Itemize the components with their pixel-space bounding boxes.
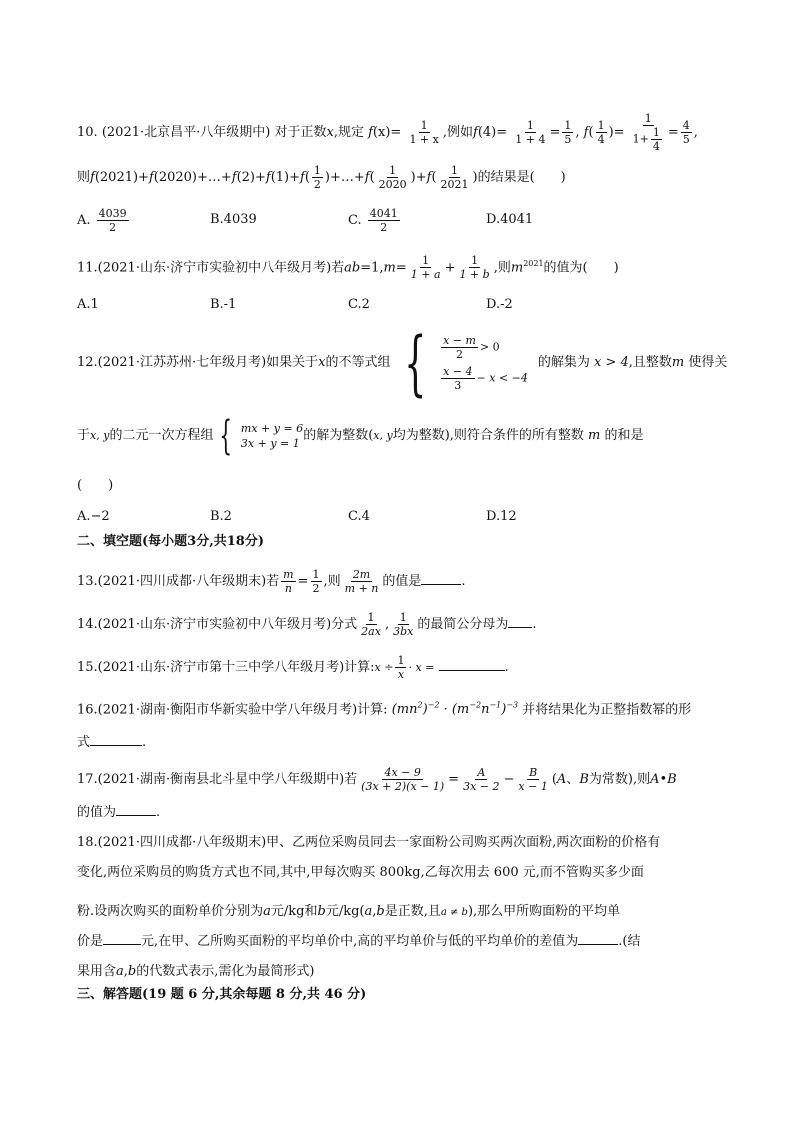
- q16-text: 式: [77, 735, 91, 750]
- q18-line2: 变化,两位采购员的购货方式也不同,其中,甲每次购买 800kg,乙每次用去 600 元,而不管购买多少面: [77, 865, 644, 880]
- denominator: 2: [313, 178, 321, 191]
- exponent: 2021: [523, 259, 544, 268]
- fraction: [409, 254, 443, 281]
- numerator: 4039: [98, 207, 127, 220]
- fraction: [596, 119, 607, 146]
- fraction: [681, 119, 692, 146]
- var-b: b: [317, 904, 326, 919]
- numerator: 1: [397, 654, 405, 667]
- q12-text: 于: [77, 428, 91, 443]
- q10-text: (2021)+: [94, 170, 149, 185]
- denominator: 4: [597, 133, 605, 146]
- var-m: m: [671, 355, 685, 370]
- q11-option-b: B.-1: [210, 297, 237, 312]
- q18-line4: [77, 932, 641, 952]
- q12-line1: [77, 322, 728, 404]
- q14-text: 的最简公分母为: [417, 617, 509, 632]
- denominator: 2: [456, 348, 463, 361]
- q18-text: 粉.设两次购买的面粉单价分别为: [77, 904, 264, 919]
- paren: (: [369, 170, 375, 185]
- comma: ,: [693, 125, 698, 140]
- q12-text: 12.(2021·江苏苏州·七年级月考)如果关于: [77, 355, 319, 370]
- fraction: [395, 654, 406, 681]
- q11-text: ,则: [493, 260, 511, 276]
- period: .: [142, 735, 147, 750]
- comma: ,: [384, 617, 390, 632]
- inequality: a ≠ b: [440, 907, 468, 918]
- numerator: m: [283, 568, 294, 581]
- paren: )=: [608, 125, 625, 140]
- func-f: f: [148, 170, 154, 185]
- q12-text: ,且整数: [628, 355, 672, 370]
- func-f: f: [473, 125, 478, 140]
- brace: {: [403, 322, 426, 404]
- minus: −: [503, 772, 515, 787]
- q10-text: (x)=: [372, 125, 402, 140]
- q18-text: ),那么甲所购面粉的平均单: [467, 904, 621, 919]
- numerator: x − m: [443, 334, 476, 347]
- q18-text: .(结: [618, 934, 641, 949]
- fraction: [441, 334, 478, 361]
- equation-system: [213, 413, 304, 459]
- fraction: [513, 119, 547, 146]
- numerator: 1: [312, 568, 320, 581]
- brace: {: [219, 413, 233, 459]
- inequality-1: [439, 334, 528, 361]
- comma: ,: [372, 904, 377, 919]
- q15-text: 15.(2021·山东·济宁市第十三中学八年级月考)计算:: [77, 660, 375, 675]
- var-b: b: [376, 904, 385, 919]
- var-xy: x, y: [90, 429, 110, 442]
- equals: =: [297, 574, 309, 589]
- q18-text: 的代数式表示,需化为最简形式): [136, 964, 315, 979]
- q11-text: =1,: [360, 260, 384, 276]
- expression: x ÷: [374, 661, 394, 674]
- q17-text: 17.(2021·湖南·衡南县北斗星中学八年级期中)若: [77, 772, 358, 787]
- q11-text: 11.(2021·山东·济宁市实验初中八年级月考)若: [77, 260, 345, 276]
- func-f: f: [426, 170, 432, 185]
- q10-source: (2021·北京昌平·八年级期中): [101, 125, 271, 140]
- inequality-2: [439, 365, 528, 392]
- var-m: m: [510, 260, 524, 276]
- dot: ·: [443, 702, 448, 718]
- paren: (: [431, 170, 437, 185]
- paren: (: [304, 170, 310, 185]
- exponent: 2: [417, 701, 423, 710]
- q10-text: 对于正数: [274, 125, 327, 140]
- denominator: x: [397, 668, 405, 681]
- numerator: 1: [420, 119, 428, 132]
- q10-text: )+: [410, 170, 427, 185]
- q17-text: 、: [566, 772, 580, 787]
- q12-text: 的不等式组: [325, 355, 391, 370]
- q17-text: 的值为: [77, 805, 117, 820]
- q12-option-d: D.12: [486, 509, 517, 524]
- denominator: 2: [380, 221, 388, 234]
- denominator: (3x + 2)(x − 1): [361, 780, 445, 793]
- denominator: 1 + a: [410, 268, 441, 282]
- period: .: [504, 660, 509, 675]
- q10-text: (2020)+…+: [153, 170, 232, 185]
- denominator: 2020: [378, 178, 407, 191]
- q12-line2: [77, 413, 644, 459]
- answer-blank[interactable]: [578, 932, 618, 945]
- expr-part: ): [501, 702, 507, 718]
- answer-blank[interactable]: [90, 733, 142, 746]
- fraction: [359, 611, 383, 638]
- fraction: [461, 766, 501, 793]
- q13-line: [77, 568, 466, 595]
- q10-text: )+…+: [324, 170, 365, 185]
- func-f: f: [368, 125, 373, 140]
- func-f: f: [90, 170, 95, 185]
- comma: ,: [123, 964, 128, 979]
- q12-option-c: C.4: [348, 509, 370, 524]
- numerator: B: [529, 766, 538, 779]
- var-a: a: [263, 904, 271, 919]
- q11-option-d: D.-2: [486, 297, 513, 312]
- system-rows: [241, 421, 303, 451]
- equals: =: [395, 260, 407, 276]
- q18-text: 元,在甲、乙所购买面粉的平均单价中,高的平均单价与低的平均单价的差值为: [141, 934, 579, 949]
- numerator: 4: [682, 119, 690, 132]
- denominator: 1 + 4: [515, 133, 546, 146]
- denominator: 2021: [440, 178, 469, 191]
- expression: [392, 702, 518, 717]
- numerator: 1: [526, 119, 534, 132]
- q18-text: 是正数,且: [384, 904, 441, 919]
- q17-line2: [77, 803, 160, 823]
- var-xy: x, y: [373, 429, 393, 442]
- exponent: −1: [489, 701, 502, 710]
- q11-text: 的值为( ): [543, 260, 619, 276]
- denominator: 3x − 2: [463, 780, 500, 793]
- denominator: 1 + x: [409, 133, 439, 146]
- q10-option-b: B.4039: [210, 212, 257, 227]
- func-f: f: [364, 170, 370, 185]
- q12-text: 使得关: [688, 355, 728, 370]
- answer-blank[interactable]: [116, 803, 156, 816]
- denominator: 3: [454, 379, 462, 392]
- equation-1: mx + y = 6: [240, 422, 304, 435]
- option-label: C.: [348, 213, 362, 228]
- paren: (: [588, 125, 594, 140]
- var-a: A: [556, 772, 567, 787]
- fraction: [359, 766, 446, 793]
- numerator: 1: [367, 611, 375, 624]
- q15-line: [77, 654, 509, 681]
- var-m: m: [383, 260, 396, 276]
- equals: =: [549, 125, 561, 140]
- q12-text: 均为整数),则符合条件的所有整数: [392, 428, 584, 443]
- expression: · x =: [408, 661, 435, 674]
- q10-line2: [77, 164, 566, 191]
- relation: > 0: [479, 340, 500, 354]
- q11-option-c: C.2: [348, 297, 370, 312]
- fraction: [368, 207, 400, 234]
- q12-text: 的二元一次方程组: [109, 428, 214, 443]
- section-answer-title: 三、解答题(19 题 6 分,其余每题 8 分,共 46 分): [77, 987, 367, 1002]
- q16-line2: [77, 733, 146, 753]
- q11-option-a: A.1: [77, 297, 99, 312]
- q18-text: 价是: [77, 934, 104, 949]
- q16-line1: [77, 696, 691, 720]
- q12-line3: ( ): [77, 478, 114, 493]
- fraction: [391, 611, 415, 638]
- func-f: f: [265, 170, 271, 185]
- exponent: −3: [506, 701, 519, 710]
- numerator: 1: [422, 254, 430, 268]
- denominator: 2: [109, 221, 117, 234]
- q14-text: 14.(2021·山东·济宁市实验初中八年级月考)分式: [77, 617, 358, 632]
- denominator: m + n: [344, 582, 379, 595]
- section-fill-in-title: 二、填空题(每小题3分,共18分): [77, 534, 264, 549]
- q13-text: ,则: [323, 574, 341, 589]
- exponent: −2: [427, 701, 440, 710]
- q12-text: 的解集为: [537, 355, 590, 370]
- var-x: x: [318, 355, 326, 370]
- denominator: 5: [682, 133, 690, 146]
- fraction: [651, 126, 662, 153]
- q16-text: 16.(2021·湖南·衡阳市华新实验中学八年级月考)计算:: [77, 702, 388, 718]
- q18-text: 果用含: [77, 964, 117, 979]
- exponent: −2: [469, 701, 482, 710]
- fraction: [441, 365, 474, 392]
- q18-line3: [77, 902, 620, 923]
- q12-text: 的和是: [604, 428, 644, 443]
- denominator: 2: [312, 582, 320, 595]
- q10-text: )的结果是( ): [472, 170, 566, 185]
- q16-text: 并将结果化为正整指数幂的形: [522, 702, 692, 718]
- numerator: 1: [389, 164, 397, 177]
- q10-option-d: D.4041: [486, 212, 534, 227]
- numerator: 2m: [352, 568, 371, 581]
- equals: =: [448, 772, 460, 787]
- q10-text: ,例如: [442, 125, 473, 140]
- fraction: [631, 112, 666, 153]
- var-b: b: [127, 964, 137, 979]
- numerator: 1: [471, 254, 479, 268]
- q18-text: 元/kg(: [325, 904, 365, 919]
- q10-text: (4)=: [477, 125, 508, 140]
- expr-part: ): [422, 702, 428, 718]
- numerator: x − 4: [443, 365, 473, 378]
- q10-text: (1)+: [270, 170, 301, 185]
- denominator: 4: [652, 140, 660, 153]
- var-a: a: [116, 964, 124, 979]
- numerator: 4041: [369, 207, 398, 220]
- equation-2: 3x + y = 1: [240, 437, 300, 450]
- numerator: 1: [644, 112, 652, 125]
- var-m: m: [588, 428, 601, 443]
- q10-number: 10.: [77, 125, 98, 140]
- var-x: x: [326, 125, 334, 140]
- q10-text: ,规定: [333, 125, 364, 140]
- answer-blank[interactable]: [103, 932, 141, 945]
- numerator: 4x − 9: [384, 766, 421, 779]
- func-f: f: [300, 170, 305, 185]
- period: .: [461, 574, 466, 589]
- system-rows: [439, 334, 528, 392]
- q13-text: 13.(2021·四川成都·八年级期末)若: [77, 574, 280, 589]
- option-label: A.: [77, 213, 91, 228]
- fraction: [343, 568, 381, 595]
- comma: ,: [575, 125, 580, 140]
- var-b: B: [579, 772, 589, 787]
- q14-line: [77, 611, 536, 638]
- expr-part: (mn: [391, 702, 418, 718]
- numerator: 1: [652, 126, 660, 139]
- fraction: [439, 164, 471, 191]
- numerator: 1: [564, 119, 572, 132]
- func-f: f: [583, 125, 589, 140]
- fraction: [97, 207, 129, 234]
- relation: − x < −4: [476, 371, 528, 385]
- answer-blank[interactable]: [421, 572, 461, 585]
- q10-option-a: [77, 207, 131, 234]
- denominator: [631, 126, 666, 153]
- q17-line1: [77, 766, 677, 793]
- period: .: [156, 805, 161, 820]
- denominator-text: 1+: [632, 132, 649, 146]
- func-f: f: [231, 170, 237, 185]
- fraction: [281, 568, 295, 595]
- answer-blank[interactable]: [508, 615, 532, 628]
- fraction: [562, 119, 573, 146]
- numerator: 1: [451, 164, 459, 177]
- equals: =: [667, 125, 679, 140]
- var-ab-product: A•B: [650, 772, 677, 787]
- denominator: n: [284, 582, 292, 595]
- q17-text: (: [551, 772, 557, 787]
- period: .: [532, 617, 537, 632]
- fraction: [457, 254, 491, 281]
- numerator: 1: [597, 119, 605, 132]
- q18-line1: 18.(2021·四川成都·八年级期末)甲、乙两位采购员同去一家面粉公司购买两次面粉,两次面粉的价格有: [77, 835, 661, 850]
- var-a: a: [364, 904, 373, 919]
- solution-set: x > 4: [594, 355, 629, 370]
- q17-text: 为常数),则: [588, 772, 651, 787]
- denominator: 3bx: [393, 625, 414, 638]
- q18-text: 元/kg和: [270, 904, 318, 919]
- var-ab: ab: [344, 260, 361, 276]
- plus: +: [444, 260, 456, 276]
- expr-part: (m: [451, 702, 470, 718]
- fraction: [311, 568, 322, 595]
- denominator: x − 1: [518, 780, 548, 793]
- q12-option-b: B.2: [210, 509, 232, 524]
- denominator: 5: [564, 133, 572, 146]
- fraction: [377, 164, 409, 191]
- q11-line1: [77, 254, 619, 281]
- q13-text: 的值是: [382, 574, 422, 589]
- fraction: [407, 119, 440, 146]
- numerator: 1: [313, 164, 321, 177]
- q18-line5: [77, 962, 314, 982]
- q12-option-a: A.−2: [77, 509, 110, 524]
- q10-option-c: [348, 207, 402, 234]
- numerator: A: [477, 766, 486, 779]
- denominator: 2ax: [361, 625, 381, 638]
- q10-text: (2)+: [236, 170, 266, 185]
- expr-part: n: [481, 702, 490, 718]
- denominator: 1 + b: [459, 268, 490, 282]
- q10-line1: [77, 112, 698, 153]
- q10-text: 则: [77, 170, 91, 185]
- q12-text: 的解为整数(: [303, 428, 374, 443]
- fraction: [312, 164, 323, 191]
- fraction: [516, 766, 549, 793]
- answer-blank[interactable]: [439, 658, 505, 671]
- inequality-system: [393, 322, 528, 404]
- numerator: 1: [399, 611, 407, 624]
